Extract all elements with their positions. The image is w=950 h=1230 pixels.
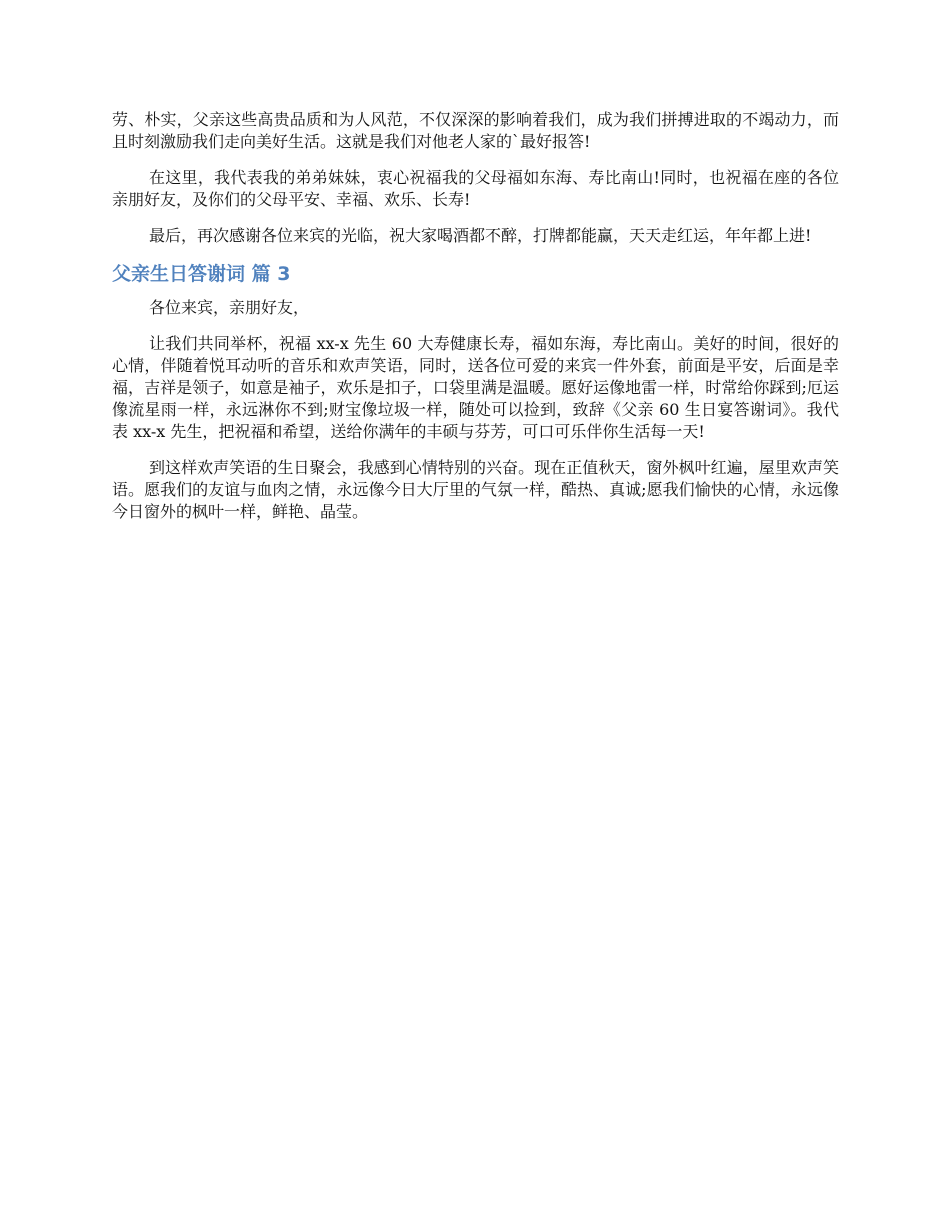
section-heading: 父亲生日答谢词 篇 3 bbox=[112, 263, 291, 285]
paragraph-closing: 最后，再次感谢各位来宾的光临，祝大家喝酒都不醉，打牌都能赢，天天走红运，年年都上进! bbox=[149, 226, 812, 245]
document-page bbox=[112, 109, 839, 537]
paragraph-blessing: 在这里，我代表我的弟弟妹妹，衷心祝福我的父母福如东海、寿比南山!同时，也祝福在座的各位亲朋好友，及你们的父母平安、幸福、欢乐、长寿! bbox=[112, 168, 839, 209]
paragraph-greeting: 各位来宾，亲朋好友， bbox=[149, 298, 310, 317]
paragraph-continuation: 劳、朴实，父亲这些高贵品质和为人风范，不仅深深的影响着我们，成为我们拼搏进取的不竭动力，而且时刻激励我们走向美好生活。这就是我们对他老人家的`最好报答! bbox=[112, 110, 839, 151]
paragraph-autumn: 到这样欢声笑语的生日聚会，我感到心情特别的兴奋。现在正值秋天，窗外枫叶红遍，屋里欢声笑语。愿我们的友谊与血肉之情，永远像今日大厅里的气氛一样，酷热、真诚;愿我们愉快的心情，永远像今日窗外的枫叶一样，鲜艳、晶莹。 bbox=[112, 458, 839, 521]
paragraph-toast: 让我们共同举杯，祝福 xx-x 先生 60 大寿健康长寿，福如东海，寿比南山。美好的时间，很好的心情，伴随着悦耳动听的音乐和欢声笑语，同时，送各位可爱的来宾一件外套，前面是平安，后面是幸福，吉祥是领子，如意是袖子，欢乐是扣子，口袋里满是温暖。愿好运像地雷一样，时常给你踩到;厄运像流星雨一样，永远淋你不到;财宝像垃圾一样，随处可以捡到，致辞《父亲 60 生日宴答谢词》。我代表 xx-x 先生，把祝福和希望，送给你满年的丰硕与芬芳，可口可乐伴你生活每一天! bbox=[112, 334, 839, 441]
